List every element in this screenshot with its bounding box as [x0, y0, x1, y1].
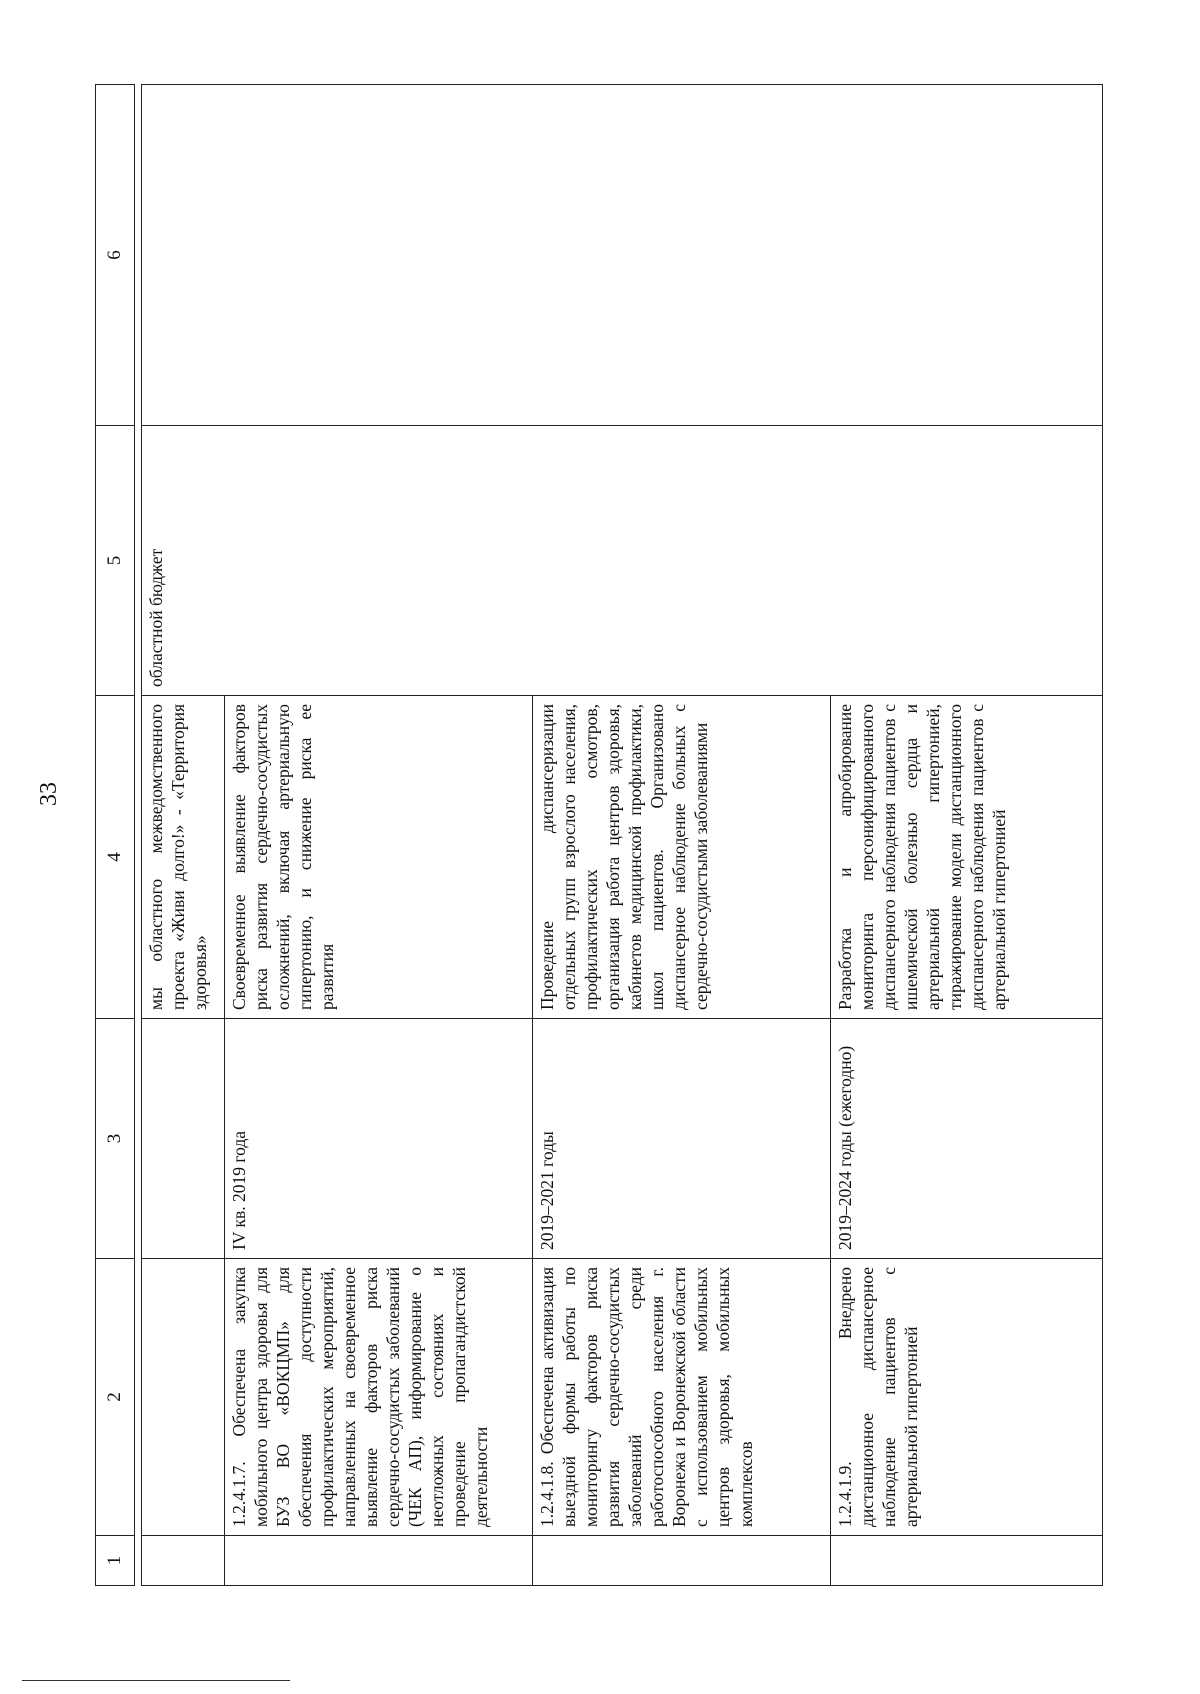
column-header-3: 3	[96, 1019, 135, 1259]
column-header-4: 4	[96, 696, 135, 1019]
cell-number	[224, 1536, 532, 1586]
cell-period: IV кв. 2019 года	[224, 1019, 532, 1259]
program-table	[95, 84, 1103, 1586]
column-header-1: 1	[96, 1536, 135, 1586]
cell-activity: 1.2.4.1.8. Обеспечена активизация выездной формы работы по мониторингу факторов риска развития сердечно-сосудистых заболеваний среди работоспособного населения г. Воронежа и Воронежской области с использованием мобильных центров здоровья, мобильных комплексов	[533, 1259, 830, 1536]
header-row	[96, 85, 135, 1586]
cell-funding-source: областной бюджет	[141, 426, 1102, 696]
cell-activity	[141, 1259, 224, 1536]
cell-result: мы областного межведомственного проекта «Живи долго!» - «Территория здоровья»	[141, 696, 224, 1019]
column-header-2: 2	[96, 1259, 135, 1536]
cell-result: Проведение диспансеризации отдельных групп взрослого населения, профилактических осмотров, организация работа центров здоровья, кабинетов медицинской профилактики, школ пациентов. Организовано диспансерное наблюдение больных с сердечно-сосудистыми заболеваниями	[533, 696, 830, 1019]
table-row	[141, 85, 224, 1586]
cell-activity: 1.2.4.1.9. Внедрено дистанционное диспансерное наблюдение пациентов с артериальной гипертонией	[830, 1259, 1102, 1536]
page-number: 33	[36, 782, 62, 806]
cell-activity: 1.2.4.1.7. Обеспечена закупка мобильного центра здоровья для БУЗ ВО «ВОКЦМП» для обеспечения доступности профилактических мероприятий, направленных на своевременное выявление факторов риска сердечно-сосудистых заболеваний (ЧЕК АП), информирование о неотложных состояниях и проведение пропагандистской деятельности	[224, 1259, 532, 1536]
cell-number	[141, 1536, 224, 1586]
cell-result: Своевременное выявление факторов риска развития сердечно-сосудистых осложнений, включая артериальную гипертонию, и снижение риска ее развития	[224, 696, 532, 1019]
rotated-table-container	[95, 85, 1103, 1586]
cell-result: Разработка и апробирование мониторинга персонифицированного диспансерного наблюдения пациентов с ишемической болезнью сердца и артериальной гипертонией, тиражирование модели дистанционного диспансерного наблюдения пациентов с артериальной гипертонией	[830, 696, 1102, 1019]
cell-number	[830, 1536, 1102, 1586]
cell-period: 2019–2024 годы (ежегодно)	[830, 1019, 1102, 1259]
footnote-separator-line	[22, 1680, 290, 1681]
separator-row	[135, 85, 142, 1586]
cell-period: 2019–2021 годы	[533, 1019, 830, 1259]
column-header-6: 6	[96, 85, 135, 426]
cell-period	[141, 1019, 224, 1259]
cell-number	[533, 1536, 830, 1586]
cell-notes	[141, 85, 1102, 426]
column-header-5: 5	[96, 426, 135, 696]
